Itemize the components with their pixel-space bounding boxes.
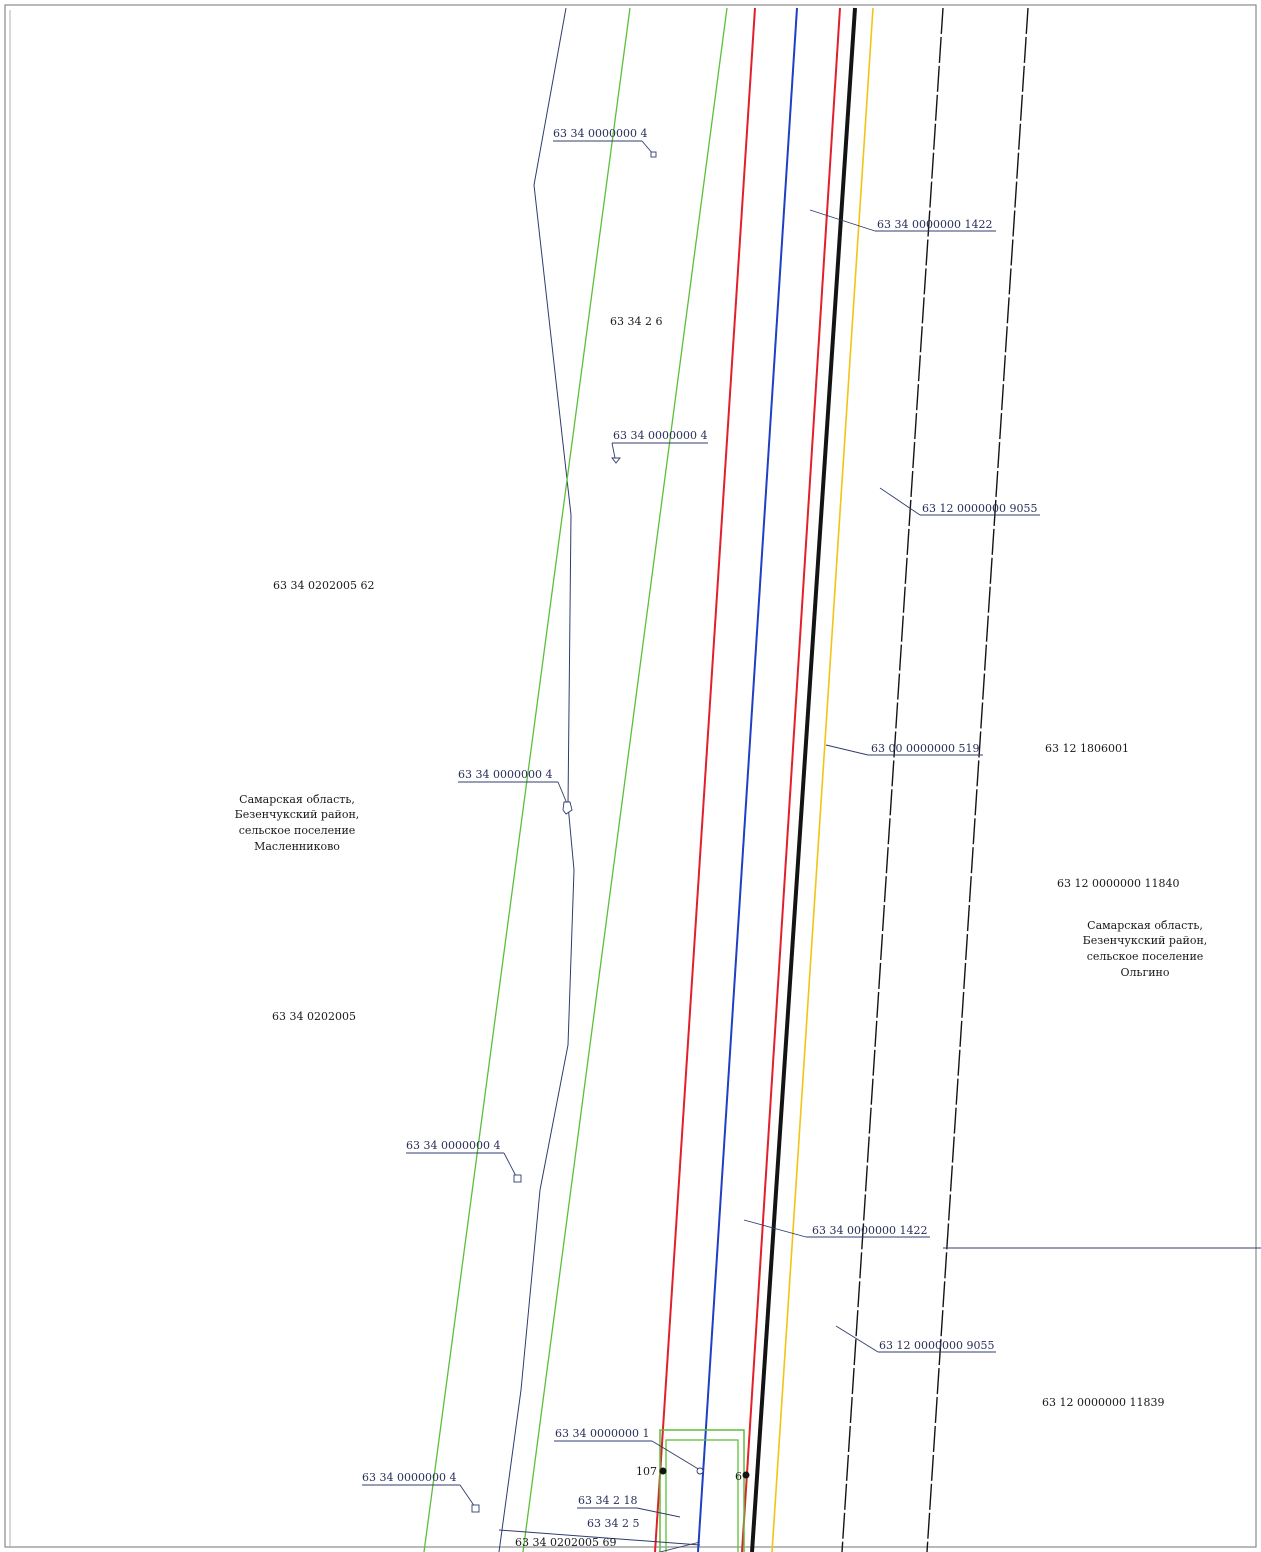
region-line: Масленниково — [254, 840, 340, 853]
parcel-label: 63 34 0000000 4 — [553, 127, 648, 140]
point-label: 107 — [636, 1465, 657, 1478]
survey-point-107 — [660, 1468, 667, 1475]
parcel-label: 63 34 0202005 — [272, 1010, 356, 1023]
black-line — [752, 8, 855, 1552]
point-label: 6 — [735, 1470, 742, 1483]
parcel-label: 63 12 1806001 — [1045, 742, 1129, 755]
region-line: сельское поселение — [1086, 950, 1204, 963]
region-line: Ольгино — [1120, 966, 1170, 979]
parcel-label: 63 12 0000000 11840 — [1057, 877, 1180, 890]
parcel-label: 63 34 2 18 — [578, 1494, 638, 1507]
parcel-label: 63 34 0000000 4 — [458, 768, 553, 781]
dashed-boundary-2 — [927, 8, 1028, 1552]
parcel-label: 63 34 0000000 1422 — [812, 1224, 928, 1237]
parcel-label: 63 34 0000000 4 — [406, 1139, 501, 1152]
parcel-markers — [472, 152, 703, 1512]
parcel-label: 63 34 0000000 1 — [555, 1427, 650, 1440]
parcel-label: 63 34 0000000 1422 — [877, 218, 993, 231]
survey-point-6 — [743, 1472, 750, 1479]
green-line-2 — [523, 8, 727, 1552]
region-line: сельское поселение — [238, 824, 356, 837]
parcel-label: 63 34 2 6 — [610, 315, 663, 328]
parcel-label: 63 12 0000000 11839 — [1042, 1396, 1165, 1409]
region-line: Самарская область, — [239, 793, 355, 806]
parcel-label: 63 12 0000000 9055 — [922, 502, 1038, 515]
blue-line — [698, 8, 797, 1552]
parcel-label: 63 34 2 5 — [587, 1517, 640, 1530]
map-border — [5, 5, 1256, 1547]
red-line-2 — [742, 8, 840, 1552]
region-line: Безенчукский район, — [1082, 934, 1208, 947]
parcel-label: 63 12 0000000 9055 — [879, 1339, 995, 1352]
region-line: Самарская область, — [1087, 919, 1203, 932]
region-line: Безенчукский район, — [234, 808, 360, 821]
region-label-east — [1083, 919, 1208, 979]
parcel-label: 63 34 0000000 4 — [613, 429, 708, 442]
parcel-label: 63 34 0000000 4 — [362, 1471, 457, 1484]
parcel-label: 63 34 0202005 69 — [515, 1536, 617, 1549]
parcel-label: 63 34 0202005 62 — [273, 579, 375, 592]
red-line-1 — [655, 8, 755, 1552]
parcel-label: 63 00 0000000 519 — [871, 742, 980, 755]
region-label-west — [235, 793, 360, 853]
